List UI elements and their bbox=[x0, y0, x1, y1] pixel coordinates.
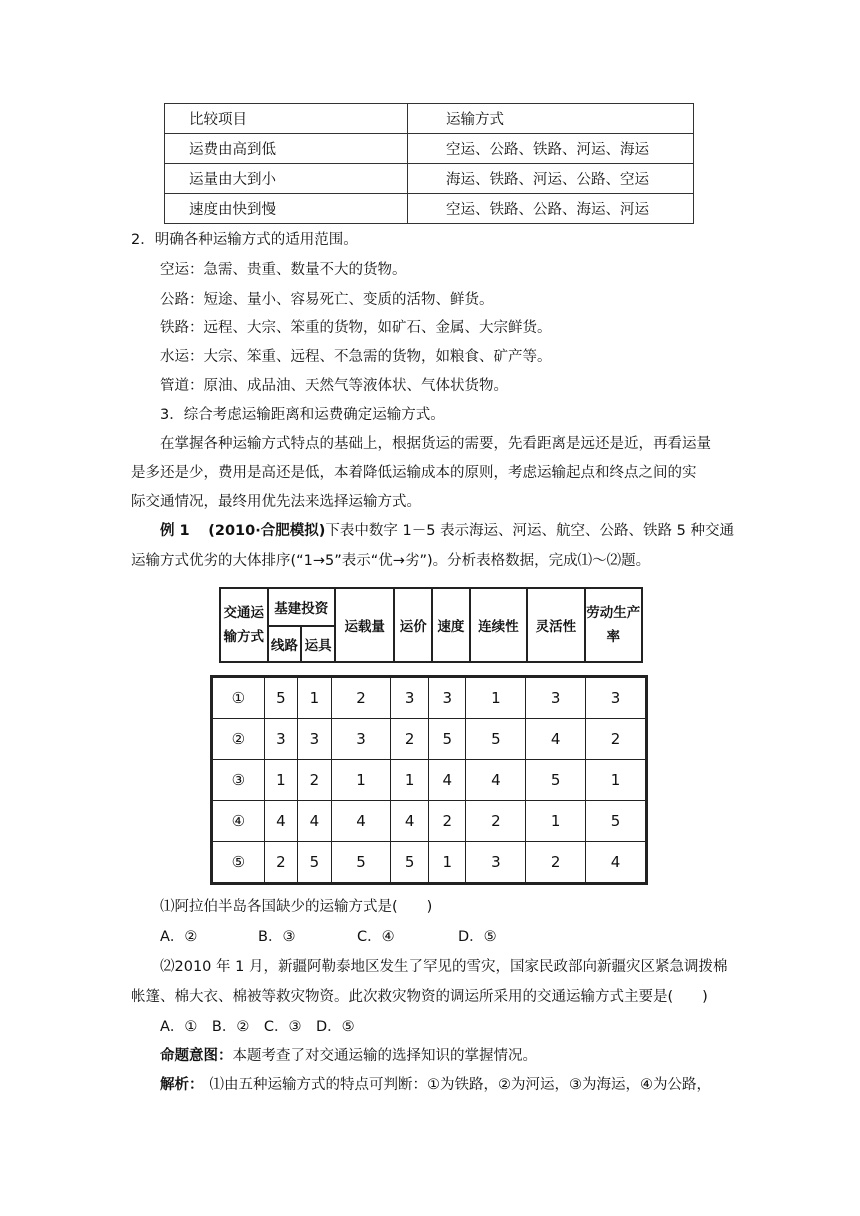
table-cell: ② bbox=[212, 719, 265, 760]
table-cell: 3 bbox=[264, 719, 297, 760]
point2-item: 空运：急需、贵重、数量不大的货物。 bbox=[160, 262, 407, 278]
table-cell: 3 bbox=[331, 719, 391, 760]
point3-paragraph-line: 际交通情况，最终用优先法来选择运输方式。 bbox=[131, 494, 421, 510]
table-cell: 运量由大到小 bbox=[165, 164, 408, 194]
table-cell: ③ bbox=[212, 760, 265, 801]
table-cell: 3 bbox=[391, 677, 429, 719]
header-line: 线路 bbox=[268, 626, 302, 662]
table-cell: 5 bbox=[428, 719, 466, 760]
table-cell: 1 bbox=[586, 760, 647, 801]
table-cell: 4 bbox=[526, 719, 586, 760]
table-cell: 1 bbox=[264, 760, 297, 801]
table-cell: 1 bbox=[428, 842, 466, 884]
question1-option: B．③ bbox=[258, 929, 296, 945]
intent-line bbox=[160, 1046, 537, 1066]
question2-options: A．① B．② C．③ D．⑤ bbox=[160, 1019, 355, 1035]
example-intro-line1: 下表中数字 1－5 表示海运、河运、航空、公路、铁路 5 种交通 bbox=[325, 523, 734, 539]
table-cell: 4 bbox=[391, 801, 429, 842]
example-label: 例 1 bbox=[160, 523, 190, 539]
table-row bbox=[165, 194, 694, 224]
table-cell: 4 bbox=[264, 801, 297, 842]
table-row bbox=[212, 842, 647, 884]
analysis-label: 解析： bbox=[160, 1077, 204, 1093]
table-cell: 4 bbox=[331, 801, 391, 842]
table-cell: 2 bbox=[391, 719, 429, 760]
header-price: 运价 bbox=[394, 588, 432, 662]
header-flexibility: 灵活性 bbox=[527, 588, 584, 662]
header-capacity: 运载量 bbox=[335, 588, 394, 662]
example-intro-line2: 运输方式优劣的大体排序(“1→5”表示“优→劣”)。分析表格数据，完成⑴～⑵题。 bbox=[131, 553, 651, 569]
table-cell: 5 bbox=[264, 677, 297, 719]
question1-stem: ⑴阿拉伯半岛各国缺少的运输方式是( ) bbox=[160, 899, 433, 915]
analysis-line bbox=[160, 1075, 711, 1095]
table-cell: ④ bbox=[212, 801, 265, 842]
question1-option: A．② bbox=[160, 929, 198, 945]
point2-item: 铁路：远程、大宗、笨重的货物，如矿石、金属、大宗鲜货。 bbox=[160, 320, 552, 336]
table-row bbox=[212, 719, 647, 760]
table-cell: 5 bbox=[466, 719, 526, 760]
point3-paragraph-line: 是多还是少，费用是高还是低，本着降低运输成本的原则，考虑运输起点和终点之间的实 bbox=[131, 465, 697, 481]
header-speed: 速度 bbox=[432, 588, 470, 662]
table-cell: 2 bbox=[526, 842, 586, 884]
header-invest: 基建投资 bbox=[268, 588, 335, 626]
table-cell: 3 bbox=[428, 677, 466, 719]
header-vehicle: 运具 bbox=[301, 626, 335, 662]
table-cell: 5 bbox=[331, 842, 391, 884]
table-cell: 空运、公路、铁路、河运、海运 bbox=[408, 134, 694, 164]
table-cell: 3 bbox=[526, 677, 586, 719]
ranking-header-table bbox=[219, 587, 643, 663]
question1-option: C．④ bbox=[357, 929, 395, 945]
table-row bbox=[212, 801, 647, 842]
table-cell: 1 bbox=[298, 677, 331, 719]
table-cell: 5 bbox=[298, 842, 331, 884]
header-continuity: 连续性 bbox=[470, 588, 527, 662]
table-cell: 3 bbox=[586, 677, 647, 719]
table-cell: 速度由快到慢 bbox=[165, 194, 408, 224]
table-cell: 3 bbox=[466, 842, 526, 884]
table-row bbox=[165, 164, 694, 194]
table-cell: 2 bbox=[331, 677, 391, 719]
table-cell: 2 bbox=[466, 801, 526, 842]
table-row bbox=[212, 760, 647, 801]
table-cell: 4 bbox=[466, 760, 526, 801]
table-cell: ⑤ bbox=[212, 842, 265, 884]
table-cell: 2 bbox=[264, 842, 297, 884]
table-cell: 5 bbox=[526, 760, 586, 801]
point2-item: 管道：原油、成品油、天然气等液体状、气体状货物。 bbox=[160, 378, 508, 394]
point2-item: 水运：大宗、笨重、远程、不急需的货物，如粮食、矿产等。 bbox=[160, 349, 552, 365]
table-row bbox=[212, 677, 647, 719]
question2-stem-line: 帐篷、棉大衣、棉被等救灾物资。此次救灾物资的调运所采用的交通运输方式主要是( ) bbox=[131, 989, 708, 1005]
table-cell: ① bbox=[212, 677, 265, 719]
intent-text: 本题考查了对交通运输的选择知识的掌握情况。 bbox=[232, 1048, 537, 1064]
table-cell: 空运、铁路、公路、海运、河运 bbox=[408, 194, 694, 224]
table-cell: 3 bbox=[298, 719, 331, 760]
example-intro bbox=[160, 521, 734, 541]
table-cell: 1 bbox=[391, 760, 429, 801]
header-cell: 运输方式 bbox=[408, 104, 694, 134]
point3-heading: 3．综合考虑运输距离和运费确定运输方式。 bbox=[160, 407, 445, 423]
comparison-table bbox=[164, 103, 694, 224]
table-cell: 1 bbox=[331, 760, 391, 801]
point3-paragraph-line: 在掌握各种运输方式特点的基础上，根据货运的需要，先看距离是远还是近，再看运量 bbox=[160, 436, 711, 452]
table-cell: 5 bbox=[586, 801, 647, 842]
analysis-text: ⑴由五种运输方式的特点可判断：①为铁路，②为河运，③为海运，④为公路， bbox=[209, 1077, 711, 1093]
table-cell: 4 bbox=[586, 842, 647, 884]
table-row bbox=[165, 134, 694, 164]
table-cell: 4 bbox=[298, 801, 331, 842]
table-cell: 海运、铁路、河运、公路、空运 bbox=[408, 164, 694, 194]
table-cell: 1 bbox=[466, 677, 526, 719]
table-cell: 5 bbox=[391, 842, 429, 884]
table-cell: 2 bbox=[586, 719, 647, 760]
point2-item: 公路：短途、量小、容易死亡、变质的活物、鲜货。 bbox=[160, 292, 494, 308]
table-cell: 运费由高到低 bbox=[165, 134, 408, 164]
table-cell: 2 bbox=[428, 801, 466, 842]
point2-heading: 2．明确各种运输方式的适用范围。 bbox=[131, 232, 358, 248]
table-cell: 4 bbox=[428, 760, 466, 801]
intent-label: 命题意图： bbox=[160, 1048, 233, 1064]
table-cell: 1 bbox=[526, 801, 586, 842]
table-header-row bbox=[165, 104, 694, 134]
ranking-data-table bbox=[210, 675, 648, 885]
table-cell: 2 bbox=[298, 760, 331, 801]
example-source: (2010·合肥模拟) bbox=[208, 523, 326, 539]
header-productivity: 劳动生产率 bbox=[585, 588, 642, 662]
question1-option: D．⑤ bbox=[458, 929, 497, 945]
question2-stem-line: ⑵2010 年 1 月，新疆阿勒泰地区发生了罕见的雪灾，国家民政部向新疆灾区紧急调拨棉 bbox=[160, 959, 728, 975]
header-cell: 比较项目 bbox=[165, 104, 408, 134]
header-mode: 交通运输方式 bbox=[220, 588, 268, 662]
